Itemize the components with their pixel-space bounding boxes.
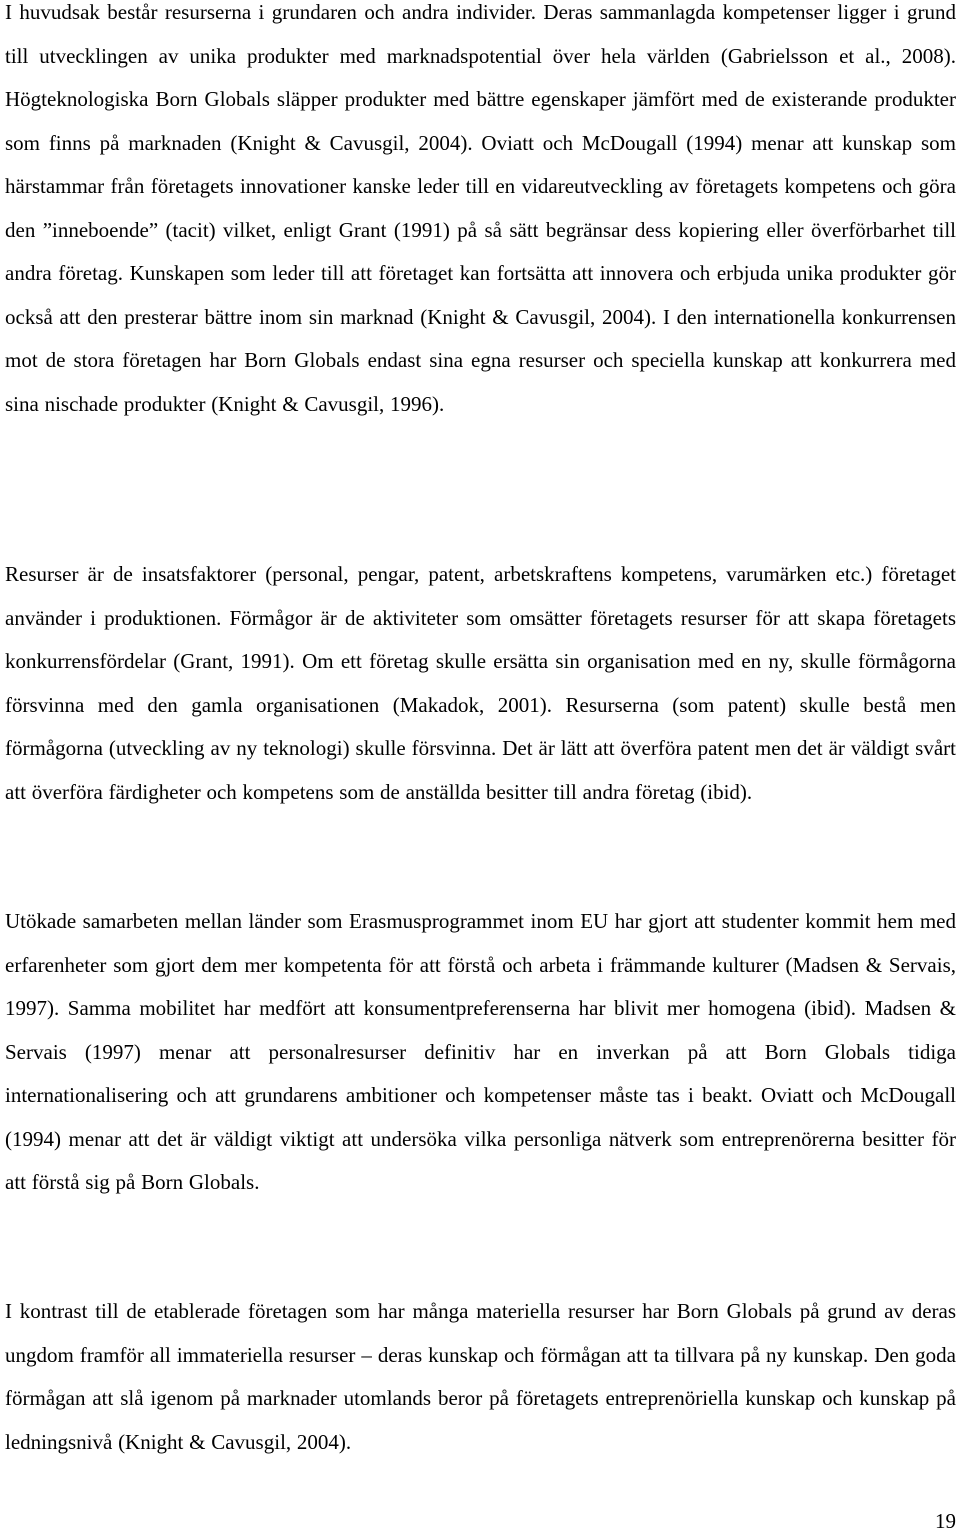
paragraph-2: Resurser är de insatsfaktorer (personal, pengar, patent, arbetskraftens kompetens, varumärken etc.) företaget använder i produktionen. Förmågor är de aktiviteter som omsätter företagets resurser för att skapa företagets konkurrensfördelar (Grant, 1991). Om ett företag skulle ersätta sin organisation med en ny, skulle förmågorna försvinna med den gamla organisationen (Makadok, 2001). Resurserna (som patent) skulle bestå men förmågorna (utveckling av ny teknologi) skulle försvinna. Det är lätt att överföra patent men det är väldigt svårt att överföra färdigheter och kompetens som de anställda besitter till andra företag (ibid). (5, 562, 956, 804)
paragraph-3: Utökade samarbeten mellan länder som Erasmusprogrammet inom EU har gjort att studenter kommit hem med erfarenheter som gjort dem mer kompetenta för att förstå och arbeta i främmande kulturer (Madsen & Servais, 1997). Samma mobilitet har medfört att konsumentpreferenserna har blivit mer homogena (ibid). Madsen & Servais (1997) menar att personalresurser definitiv har en inverkan på att Born Globals tidiga internationalisering och att grundarens ambitioner och kompetenser måste tas i beakt. Oviatt och McDougall (1994) menar att det är väldigt viktigt att undersöka vilka personliga nätverk som entreprenörerna besitter för att förstå sig på Born Globals. (5, 909, 956, 1194)
paragraph-4: I kontrast till de etablerade företagen som har många materiella resurser har Born Globals på grund av deras ungdom framför all immateriella resurser – deras kunskap och förmågan att ta tillvara på ny kunskap. Den goda förmågan att slå igenom på marknader utomlands beror på företagets entreprenöriella kunskap och kunskap på ledningsnivå (Knight & Cavusgil, 2004). (5, 1299, 956, 1454)
paragraph-1: I huvudsak består resurserna i grundaren och andra individer. Deras sammanlagda kompetenser ligger i grund till utvecklingen av unika produkter med marknadspotential över hela världen (Gabrielsson et al., 2008). Högteknologiska Born Globals släpper produkter med bättre egenskaper jämfört med de existerande produkter som finns på marknaden (Knight & Cavusgil, 2004). Oviatt och McDougall (1994) menar att kunskap som härstammar från företagets innovationer kanske leder till en vidareutveckling av företagets kompetens och göra den ”inneboende” (tacit) vilket, enligt Grant (1991) på så sätt begränsar dess kopiering eller överförbarhet till andra företag. Kunskapen som leder till att företaget kan fortsätta att innovera och erbjuda unika produkter gör också att den presterar bättre inom sin marknad (Knight & Cavusgil, 2004). I den internationella konkurrensen mot de stora företagen har Born Globals endast sina egna resurser och speciella kunskap att konkurrera med sina nischade produkter (Knight & Cavusgil, 1996). (5, 0, 956, 416)
page-number: 19 (935, 1509, 956, 1533)
document-page (5, 0, 956, 1537)
